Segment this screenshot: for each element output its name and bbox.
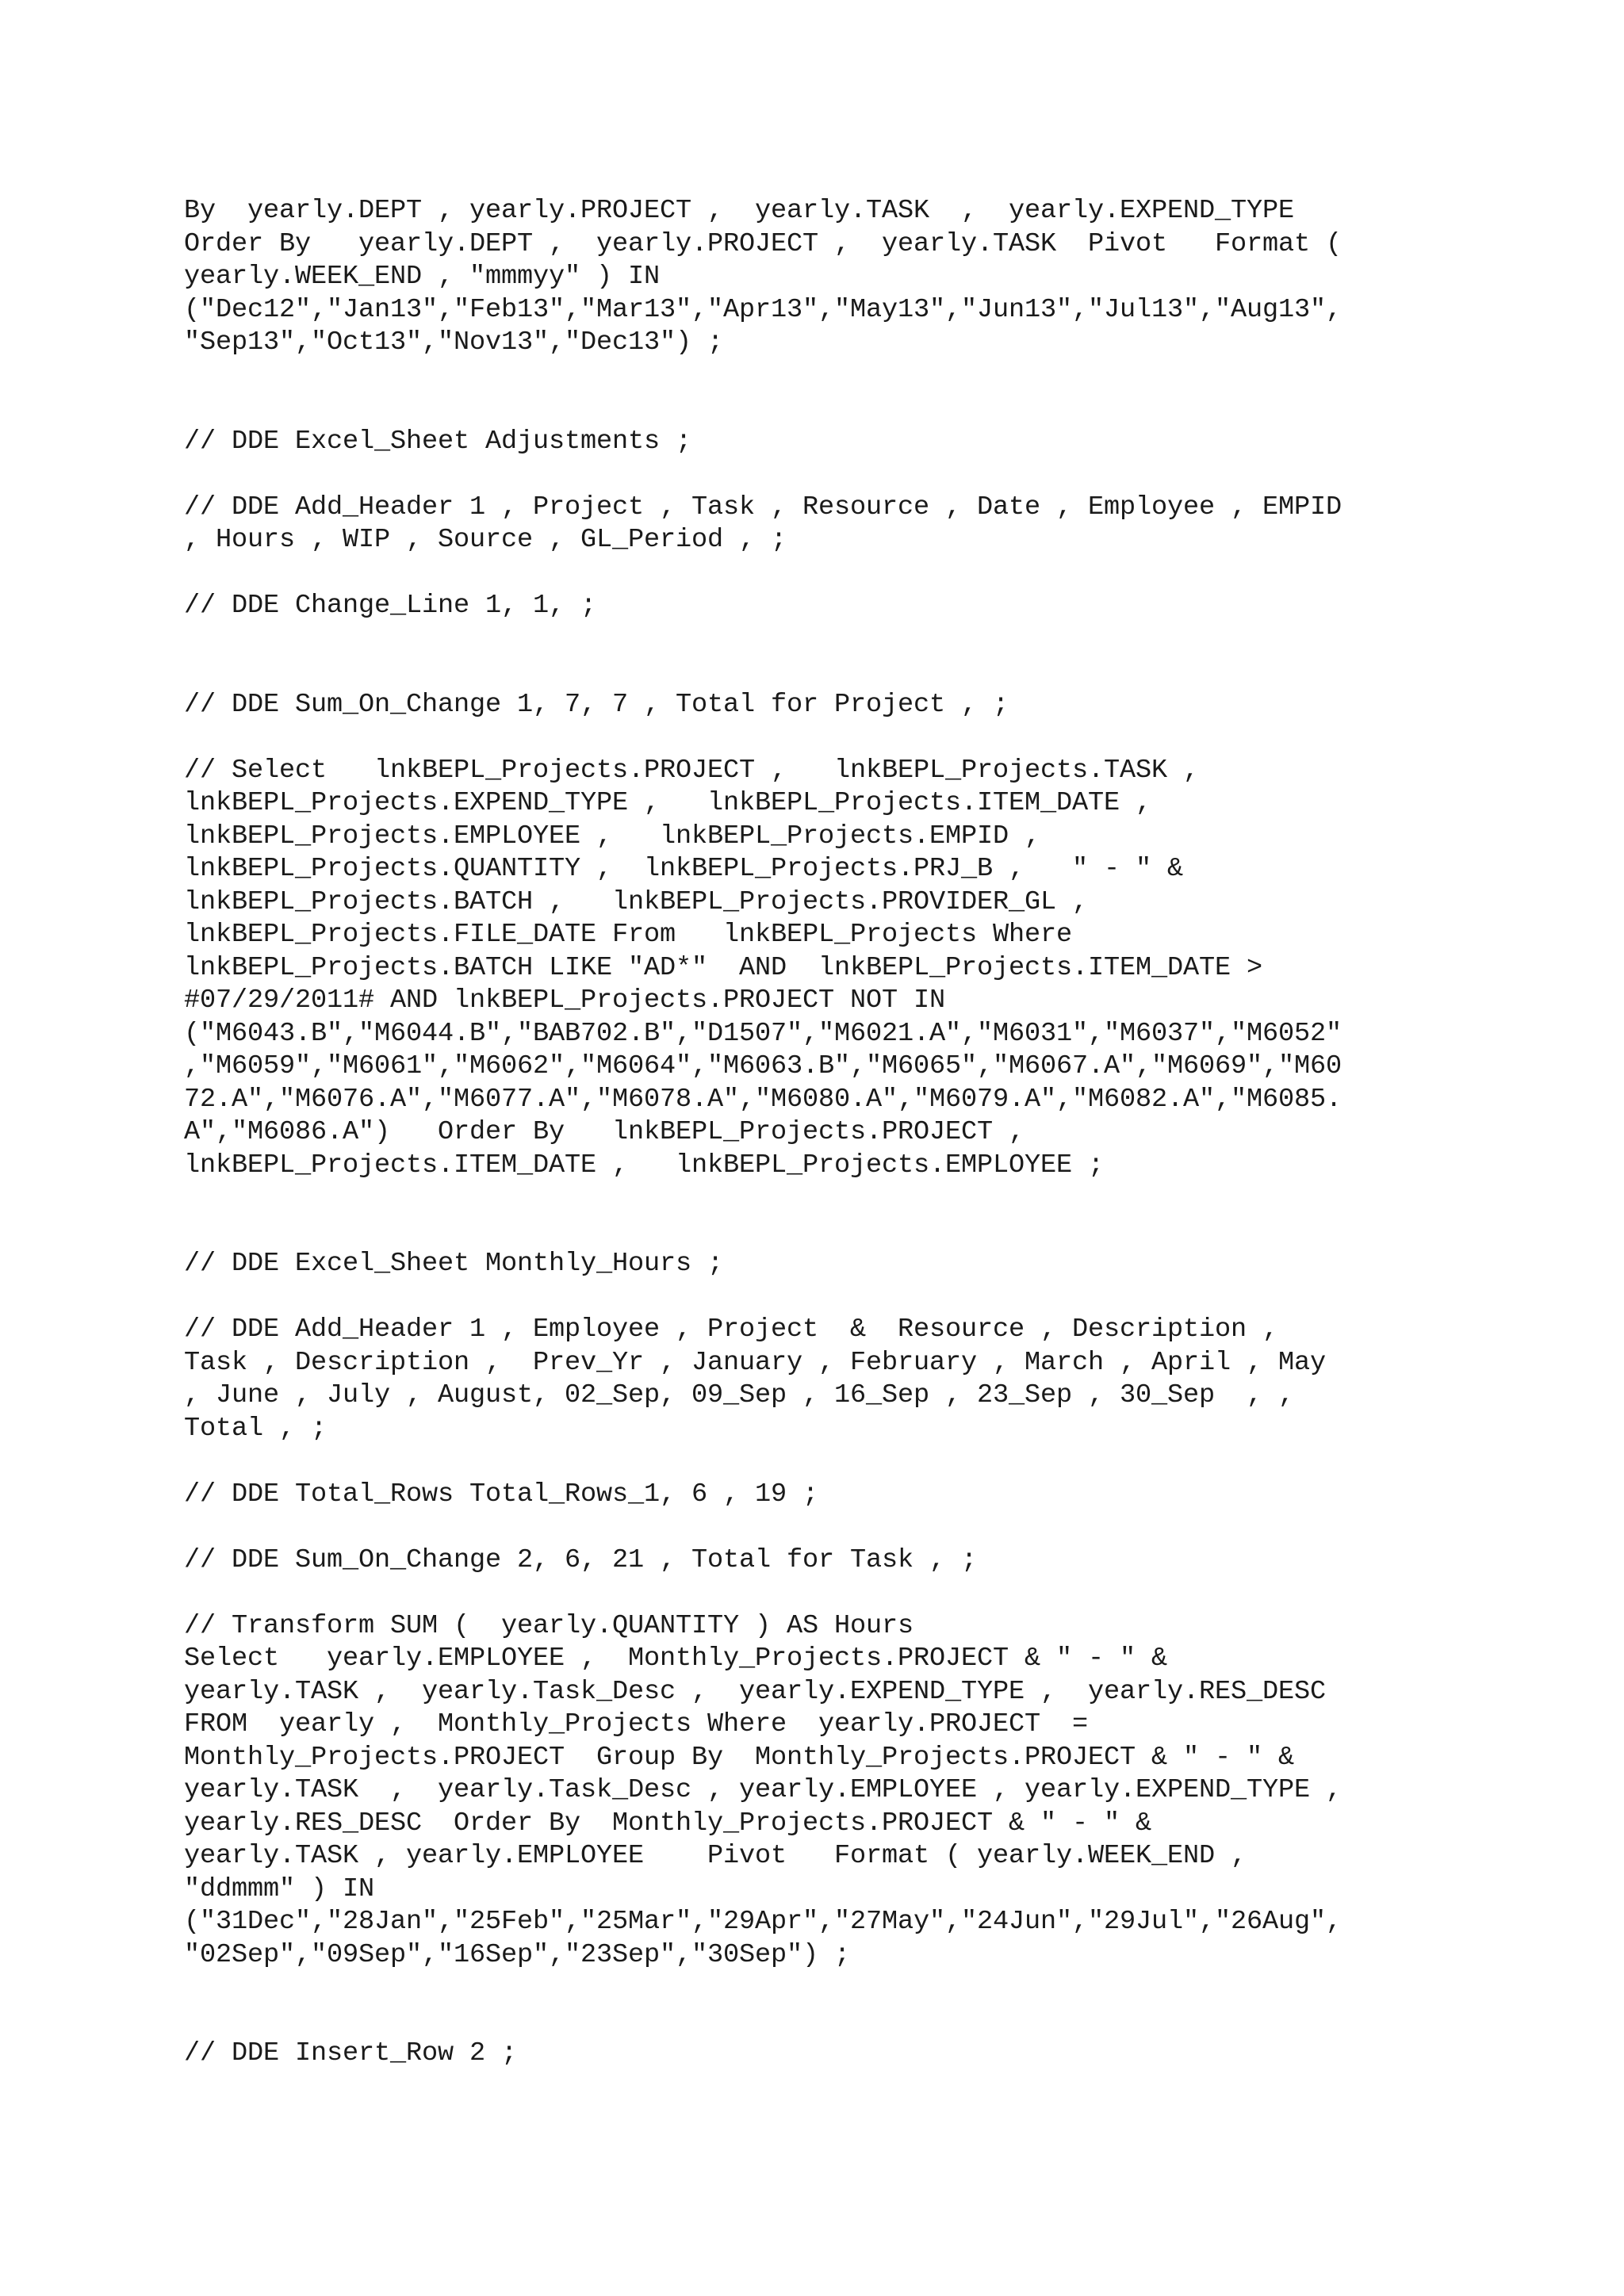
code-line: yearly.RES_DESC Order By Monthly_Projects.PROJECT & " - " & — [184, 1808, 1152, 1839]
code-line: "ddmmm" ) IN — [184, 1873, 375, 1904]
code-line: Total , ; — [184, 1413, 327, 1444]
paragraph-spacer — [184, 557, 1453, 591]
code-line: // DDE Excel_Sheet Monthly_Hours ; — [184, 1249, 724, 1279]
code-paragraph — [184, 1610, 1453, 1973]
code-line: // DDE Insert_Row 2 ; — [184, 2038, 518, 2068]
paragraph-spacer — [184, 721, 1453, 755]
code-line: // DDE Add_Header 1 , Project , Task , Resource , Date , Employee , EMPID — [184, 492, 1342, 522]
code-line: lnkBEPL_Projects.EXPEND_TYPE , lnkBEPL_Projects.ITEM_DATE , — [184, 788, 1152, 818]
paragraph-spacer — [184, 458, 1453, 492]
code-line: yearly.TASK , yearly.Task_Desc , yearly.EMPLOYEE , yearly.EXPEND_TYPE , — [184, 1775, 1342, 1805]
code-line: lnkBEPL_Projects.ITEM_DATE , lnkBEPL_Projects.EMPLOYEE ; — [184, 1150, 1105, 1181]
code-line: "02Sep","09Sep","16Sep","23Sep","30Sep") ; — [184, 1939, 851, 1970]
code-line: // Transform SUM ( yearly.QUANTITY ) AS Hours — [184, 1610, 914, 1641]
paragraph-spacer — [184, 1182, 1453, 1248]
code-paragraph — [184, 492, 1453, 557]
code-line: // DDE Excel_Sheet Adjustments ; — [184, 426, 692, 457]
code-paragraph — [184, 1544, 1453, 1578]
paragraph-spacer — [184, 1972, 1453, 2038]
code-line: , June , July , August, 02_Sep, 09_Sep , 16_Sep , 23_Sep , 30_Sep , , — [184, 1380, 1295, 1410]
code-paragraph — [184, 1479, 1453, 1512]
code-line: lnkBEPL_Projects.QUANTITY , lnkBEPL_Projects.PRJ_B , " - " & — [184, 854, 1184, 884]
code-line: Task , Description , Prev_Yr , January , February , March , April , May — [184, 1347, 1327, 1378]
code-paragraph — [184, 755, 1453, 1183]
code-line: ("31Dec","28Jan","25Feb","25Mar","29Apr","27May","24Jun","29Jul","26Aug", — [184, 1907, 1342, 1937]
paragraph-spacer — [184, 1511, 1453, 1544]
code-line: // DDE Sum_On_Change 2, 6, 21 , Total for Task , ; — [184, 1544, 978, 1575]
code-line: // DDE Add_Header 1 , Employee , Project & Resource , Description , — [184, 1314, 1279, 1345]
code-paragraph — [184, 426, 1453, 459]
code-line: #07/29/2011# AND lnkBEPL_Projects.PROJECT NOT IN — [184, 985, 946, 1016]
code-line: A","M6086.A") Order By lnkBEPL_Projects.PROJECT , — [184, 1117, 1025, 1147]
paragraph-spacer — [184, 1281, 1453, 1314]
code-paragraph — [184, 689, 1453, 722]
document-body — [184, 195, 1453, 2071]
code-line: , Hours , WIP , Source , GL_Period , ; — [184, 525, 787, 555]
paragraph-spacer — [184, 1445, 1453, 1479]
code-line: ("Dec12","Jan13","Feb13","Mar13","Apr13","May13","Jun13","Jul13","Aug13", — [184, 294, 1342, 325]
code-line: // DDE Sum_On_Change 1, 7, 7 , Total for Project , ; — [184, 689, 1009, 720]
code-line: lnkBEPL_Projects.EMPLOYEE , lnkBEPL_Projects.EMPID , — [184, 821, 1041, 851]
code-line: lnkBEPL_Projects.BATCH LIKE "AD*" AND lnkBEPL_Projects.ITEM_DATE > — [184, 952, 1263, 983]
code-line: By yearly.DEPT , yearly.PROJECT , yearly.TASK , yearly.EXPEND_TYPE — [184, 196, 1295, 226]
code-line: // DDE Change_Line 1, 1, ; — [184, 591, 597, 621]
code-line: yearly.TASK , yearly.Task_Desc , yearly.EXPEND_TYPE , yearly.RES_DESC — [184, 1676, 1327, 1707]
code-line: "Sep13","Oct13","Nov13","Dec13") ; — [184, 327, 724, 358]
code-paragraph — [184, 195, 1453, 360]
code-line: ("M6043.B","M6044.B","BAB702.B","D1507","M6021.A","M6031","M6037","M6052" — [184, 1018, 1342, 1049]
code-line: yearly.TASK , yearly.EMPLOYEE Pivot Format ( yearly.WEEK_END , — [184, 1841, 1247, 1871]
code-line: 72.A","M6076.A","M6077.A","M6078.A","M6080.A","M6079.A","M6082.A","M6085. — [184, 1084, 1342, 1115]
code-paragraph — [184, 1314, 1453, 1445]
paragraph-spacer — [184, 1577, 1453, 1610]
code-line: Order By yearly.DEPT , yearly.PROJECT , yearly.TASK Pivot Format ( — [184, 228, 1342, 259]
code-paragraph — [184, 2038, 1453, 2071]
paragraph-spacer — [184, 623, 1453, 689]
code-line: // Select lnkBEPL_Projects.PROJECT , lnkBEPL_Projects.TASK , — [184, 755, 1200, 786]
code-paragraph — [184, 590, 1453, 623]
code-line: lnkBEPL_Projects.FILE_DATE From lnkBEPL_Projects Where — [184, 920, 1073, 950]
code-line: lnkBEPL_Projects.BATCH , lnkBEPL_Projects.PROVIDER_GL , — [184, 886, 1089, 917]
code-paragraph — [184, 1248, 1453, 1281]
code-line: Select yearly.EMPLOYEE , Monthly_Projects.PROJECT & " - " & — [184, 1644, 1168, 1674]
paragraph-spacer — [184, 360, 1453, 426]
code-line: yearly.WEEK_END , "mmmyy" ) IN — [184, 262, 661, 292]
code-line: FROM yearly , Monthly_Projects Where yearly.PROJECT = — [184, 1709, 1089, 1739]
code-line: // DDE Total_Rows Total_Rows_1, 6 , 19 ; — [184, 1479, 819, 1510]
code-line: ,"M6059","M6061","M6062","M6064","M6063.B","M6065","M6067.A","M6069","M60 — [184, 1051, 1342, 1081]
code-line: Monthly_Projects.PROJECT Group By Monthly_Projects.PROJECT & " - " & — [184, 1742, 1295, 1773]
